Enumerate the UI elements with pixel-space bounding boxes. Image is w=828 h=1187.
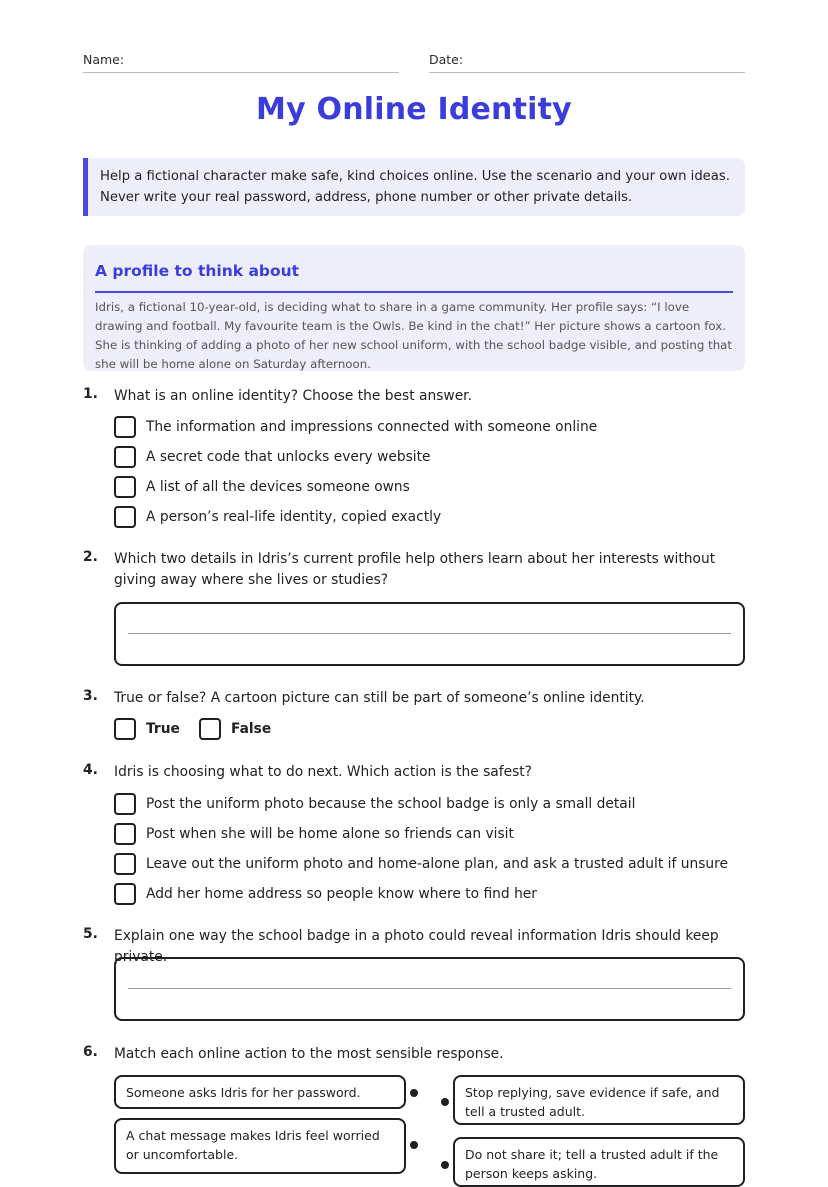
question-text: What is an online identity? Choose the best answer.: [114, 388, 472, 404]
match-dot[interactable]: [441, 1098, 449, 1106]
name-date-fields: [83, 52, 745, 74]
profile-scenario-box: [83, 245, 745, 371]
option-label: A list of all the devices someone owns: [146, 479, 410, 495]
q4-option-2[interactable]: [114, 822, 514, 846]
checkbox-icon[interactable]: [114, 446, 136, 468]
question-number: 2.: [83, 549, 98, 565]
question-number: 3.: [83, 688, 98, 704]
checkbox-icon[interactable]: [114, 506, 136, 528]
intro-callout: Help a fictional character make safe, kind choices online. Use the scenario and your own ideas. Never write your real password, address, phone number or other private details.: [83, 158, 745, 216]
q4-option-1[interactable]: [114, 792, 635, 816]
answer-line: [128, 988, 731, 989]
match-left-item-1[interactable]: Someone asks Idris for her password.: [114, 1075, 406, 1109]
page-title: My Online Identity: [256, 92, 572, 127]
question-number: 4.: [83, 762, 98, 778]
q2-answer-box[interactable]: [114, 602, 745, 666]
option-label: Add her home address so people know where to find her: [146, 886, 537, 902]
option-label: A person’s real-life identity, copied exactly: [146, 509, 442, 525]
checkbox-icon[interactable]: [114, 853, 136, 875]
q1-option-2[interactable]: [114, 445, 431, 469]
question-text: Which two details in Idris’s current profile help others learn about her interests without giving away where she lives or studies?: [114, 551, 716, 588]
question-text: True or false? A cartoon picture can still be part of someone’s online identity.: [114, 690, 645, 706]
option-label: A secret code that unlocks every website: [146, 449, 431, 465]
answer-line: [128, 633, 731, 634]
question-text: Explain one way the school badge in a photo could reveal information Idris should keep private.: [114, 928, 719, 965]
question-number: 1.: [83, 386, 98, 402]
checkbox-icon[interactable]: [114, 823, 136, 845]
option-label: True: [146, 721, 180, 737]
question-number: 6.: [83, 1044, 98, 1060]
profile-heading: A profile to think about: [95, 255, 733, 293]
match-right-item-2[interactable]: Do not share it; tell a trusted adult if the person keeps asking.: [453, 1137, 745, 1187]
option-label: Post the uniform photo because the school badge is only a small detail: [146, 796, 636, 812]
question-text: Match each online action to the most sensible response.: [114, 1046, 504, 1062]
checkbox-icon[interactable]: [114, 793, 136, 815]
option-label: Post when she will be home alone so friends can visit: [146, 826, 514, 842]
match-dot[interactable]: [410, 1141, 418, 1149]
checkbox-icon[interactable]: [114, 883, 136, 905]
match-dot[interactable]: [410, 1089, 418, 1097]
checkbox-icon[interactable]: [199, 718, 221, 740]
checkbox-icon[interactable]: [114, 476, 136, 498]
option-label: Leave out the uniform photo and home-alone plan, and ask a trusted adult if unsure: [146, 856, 729, 872]
q1-option-1[interactable]: [114, 415, 597, 439]
match-dot[interactable]: [441, 1161, 449, 1169]
option-label: False: [231, 721, 272, 737]
match-left-item-2[interactable]: A chat message makes Idris feel worried or uncomfortable.: [114, 1118, 406, 1174]
profile-body: Idris, a fictional 10-year-old, is deciding what to share in a game community. Her profile says: “I love drawing and football. My favourite team is the Owls. Be kind in the chat!” Her picture shows a cartoon fox. She is thinking of adding a photo of her new school uniform, with the school badge visible, and posting that she will be home alone on Saturday afternoon.: [95, 300, 733, 371]
q5-answer-box[interactable]: [114, 957, 745, 1021]
date-field[interactable]: [429, 52, 745, 73]
checkbox-icon[interactable]: [114, 718, 136, 740]
q4-option-4[interactable]: [114, 882, 537, 906]
q3-option-true[interactable]: [114, 717, 180, 741]
question-number: 5.: [83, 926, 98, 942]
option-label: The information and impressions connected with someone online: [146, 419, 598, 435]
checkbox-icon[interactable]: [114, 416, 136, 438]
q3-option-false[interactable]: [199, 717, 271, 741]
name-field[interactable]: [83, 52, 399, 73]
question-text: Idris is choosing what to do next. Which action is the safest?: [114, 764, 533, 780]
q1-option-4[interactable]: [114, 505, 441, 529]
q1-option-3[interactable]: [114, 475, 410, 499]
name-label: Name:: [83, 52, 125, 67]
q4-option-3[interactable]: [114, 852, 728, 876]
match-right-item-1[interactable]: Stop replying, save evidence if safe, and tell a trusted adult.: [453, 1075, 745, 1125]
date-label: Date:: [429, 52, 464, 67]
